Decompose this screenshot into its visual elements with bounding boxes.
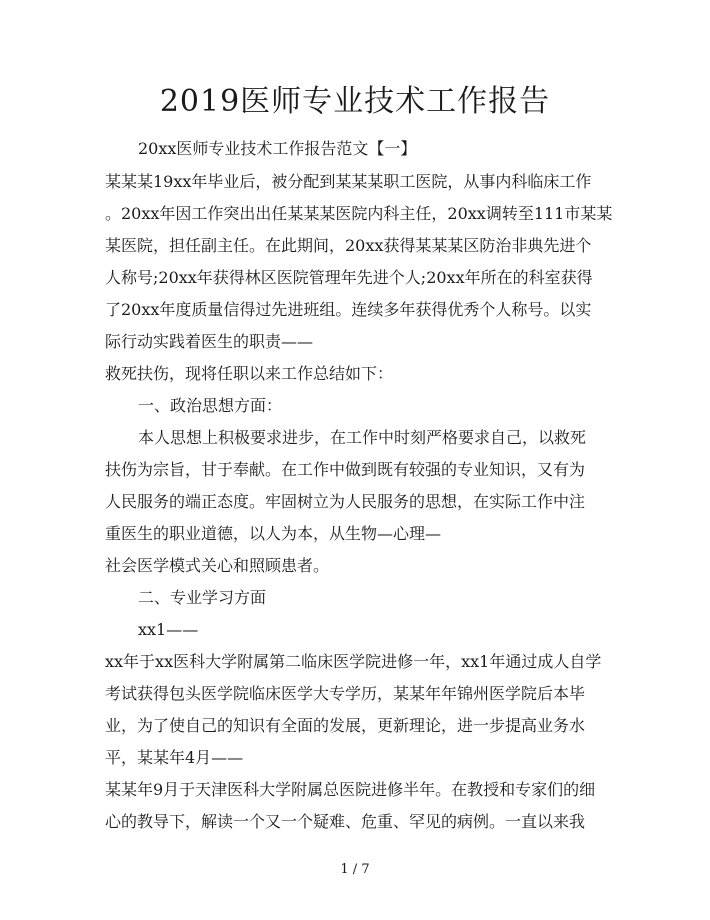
paragraph-line: 人称号;20xx年获得林区医院管理年先进个人;20xx年所在的科室获得 xyxy=(105,268,593,287)
paragraph-line: 人民服务的端正态度。牢固树立为人民服务的思想，在实际工作中注 xyxy=(105,492,586,511)
paragraph-line: 心的教导下，解读一个又一个疑难、危重、罕见的病例。一直以来我 xyxy=(105,812,586,831)
paragraph-line: 某某某19xx年毕业后，被分配到某某某职工医院，从事内科临床工作 xyxy=(105,172,592,191)
paragraph-line: 扶伤为宗旨，甘于奉献。在工作中做到既有较强的专业知识，又有为 xyxy=(105,460,586,479)
paragraph-line: 平，某某年4月—— xyxy=(105,748,244,767)
page-indicator: 1 / 7 xyxy=(340,862,370,877)
paragraph-line: 了20xx年度质量信得过先进班组。连续多年获得优秀个人称号。以实 xyxy=(105,300,592,319)
paragraph-line: 某医院，担任副主任。在此期间，20xx获得某某某区防治非典先进个 xyxy=(105,236,592,255)
document-subtitle: 20xx医师专业技术工作报告范文【一】 xyxy=(138,139,417,158)
paragraph-line: 救死扶伤，现将任职以来工作总结如下： xyxy=(105,364,394,383)
paragraph-line: 际行动实践着医生的职责—— xyxy=(105,332,314,351)
document-title: 2019医师专业技术工作报告 xyxy=(159,84,551,119)
section-heading-study: 二、专业学习方面 xyxy=(138,588,267,607)
paragraph-line: 考试获得包头医学院临床医学大专学历，某某年年锦州医学院后本毕 xyxy=(105,684,586,703)
paragraph-line: xx年于xx医科大学附属第二临床医学院进修一年，xx1年通过成人自学 xyxy=(105,652,602,671)
paragraph-line: 。20xx年因工作突出出任某某某医院内科主任，20xx调转至111市某某 xyxy=(105,204,613,223)
paragraph-line: 社会医学模式关心和照顾患者。 xyxy=(105,556,330,575)
section-heading-politics: 一、政治思想方面： xyxy=(138,396,283,415)
paragraph-line: 重医生的职业道德，以人为本，从生物—心理— xyxy=(105,524,442,543)
paragraph-line: 本人思想上积极要求进步，在工作中时刻严格要求自己，以救死 xyxy=(138,428,587,447)
paragraph-line: 业，为了使自己的知识有全面的发展，更新理论，进一步提高业务水 xyxy=(105,716,586,735)
paragraph-line: xx1—— xyxy=(138,620,199,639)
paragraph-line: 某某年9月于天津医科大学附属总医院进修半年。在教授和专家们的细 xyxy=(105,780,596,799)
